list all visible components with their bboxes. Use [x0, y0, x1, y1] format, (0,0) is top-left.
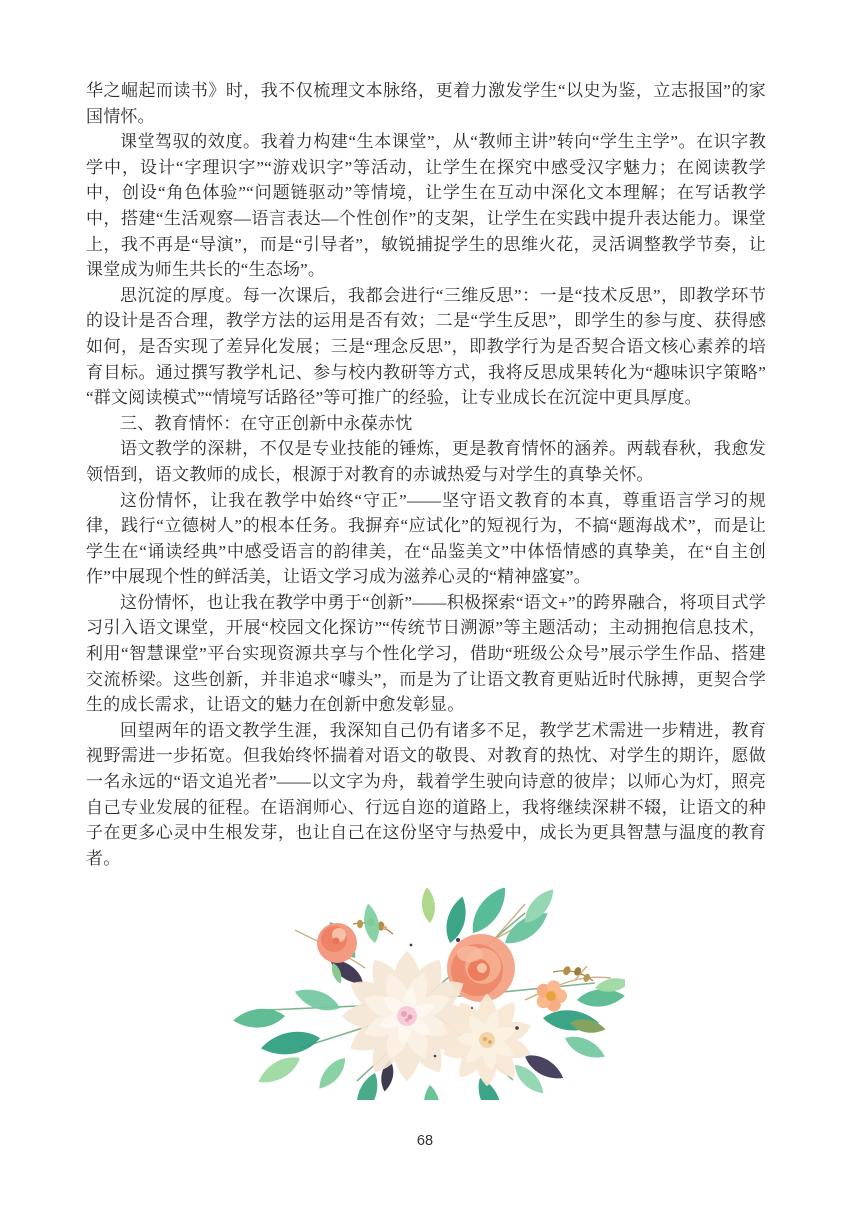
- paragraph: 思沉淀的厚度。每一次课后，我都会进行“三维反思”：一是“技术反思”，即教学环节的设计是否合理，教学方法的运用是否有效；二是“学生反思”，即学生的参与度、获得感如何，是否实现了差异化发展；三是“理念反思”，即教学行为是否契合语文核心素养的培育目标。通过撰写教学札记、参与校内教研等方式，我将反思成果转化为“趣味识字策略”“群文阅读模式”“情境写话路径”等可推广的经验，让专业成长在沉淀中更具厚度。: [86, 285, 766, 408]
- page-number: 68: [416, 1133, 434, 1149]
- paragraph: 语文教学的深耕，不仅是专业技能的锤炼，更是教育情怀的涵养。两载春秋，我愈发领悟到，语文教师的成长，根源于对教育的赤诚热爱与对学生的真挚关怀。: [86, 439, 766, 484]
- paragraph: 这份情怀，也让我在教学中勇于“创新”——积极探索“语文+”的跨界融合，将项目式学习引入语文课堂，开展“校园文化探访”“传统节日溯源”等主题活动；主动拥抱信息技术，利用“智慧课堂”平台实现资源共享与个性化学习，借助“班级公众号”展示学生作品、搭建交流桥梁。这些创新，并非追求“噱头”，而是为了让语文教育更贴近时代脉搏，更契合学生的成长需求，让语文的魅力在创新中愈发彰显。: [86, 592, 766, 715]
- section-heading: 三、教育情怀：在守正创新中永葆赤忱: [120, 413, 413, 433]
- paragraph: 课堂驾驭的效度。我着力构建“生本课堂”，从“教师主讲”转向“学生主学”。在识字教学中，设计“字理识字”“游戏识字”等活动，让学生在探究中感受汉字魅力；在阅读教学中，创设“角色体验”“问题链驱动”等情境，让学生在互动中深化文本理解；在写话教学中，搭建“生活观察—语言表达—个性创作”的支架，让学生在实践中提升表达能力。课堂上，我不再是“导演”，而是“引导者”，敏锐捕捉学生的思维火花，灵活调整教学节奏，让课堂成为师生共长的“生态场”。: [86, 132, 766, 280]
- watercolor-flower-svg: [225, 888, 625, 1100]
- paragraph: 回望两年的语文教学生涯，我深知自己仍有诸多不足，教学艺术需进一步精进，教育视野需进一步拓宽。但我始终怀揣着对语文的敬畏、对教育的热忱、对学生的期许，愿做一名永远的“语文追光者”——以文字为舟，载着学生驶向诗意的彼岸；以师心为灯，照亮自己专业发展的征程。在语润师心、行远自迩的道路上，我将继续深耕不辍，让语文的种子在更多心灵中生根发芽，也让自己在这份坚守与热爱中，成长为更具智慧与温度的教育者。: [86, 720, 766, 868]
- essay-text: [86, 78, 766, 871]
- flower-bouquet-illustration: [225, 888, 625, 1100]
- paragraph-continuation: 华之崛起而读书》时，我不仅梳理文本脉络，更着力激发学生“以史为鉴，立志报国”的家国情怀。: [86, 81, 766, 126]
- paragraph: 这份情怀，让我在教学中始终“守正”——坚守语文教育的本真，尊重语言学习的规律，践行“立德树人”的根本任务。我摒弃“应试化”的短视行为，不搞“题海战术”，而是让学生在“诵读经典”中感受语言的韵律美，在“品鉴美文”中体悟情感的真挚美，在“自主创作”中展现个性的鲜活美，让语文学习成为滋养心灵的“精神盛宴”。: [86, 490, 766, 587]
- peach-flower-small: [537, 980, 567, 1011]
